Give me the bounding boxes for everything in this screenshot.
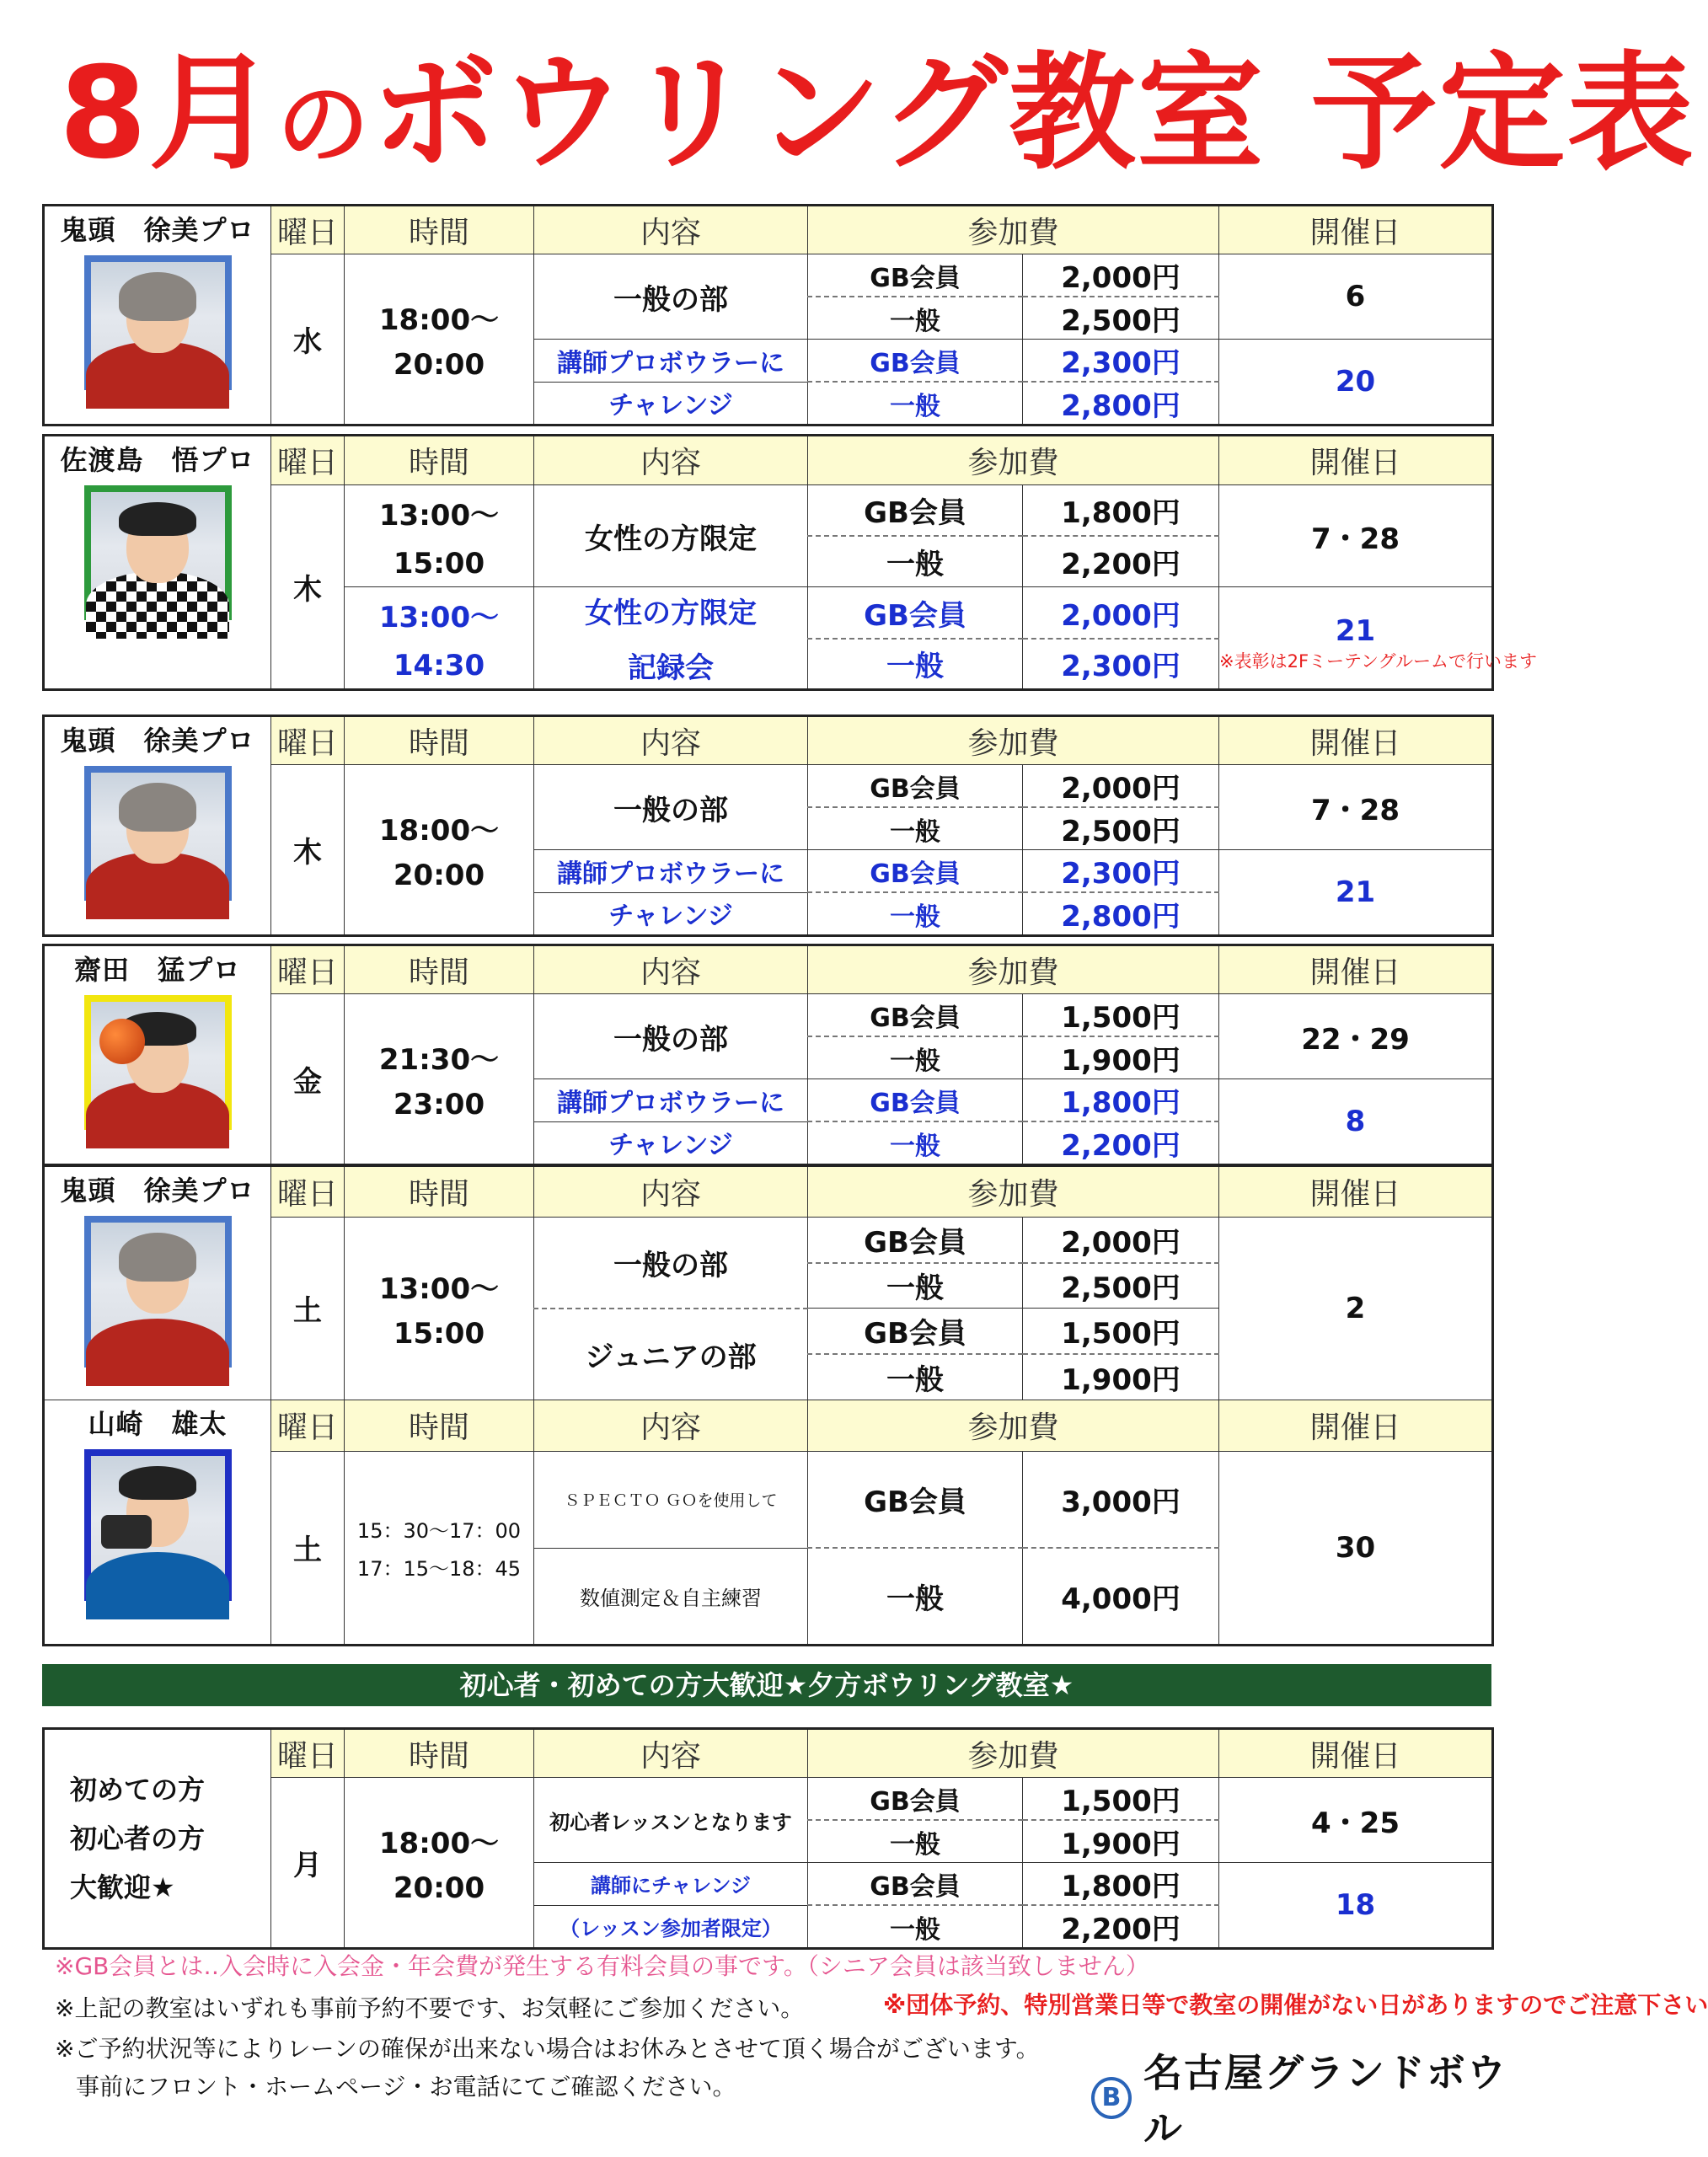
content-challenge: （レッスン参加者限定） (534, 1905, 808, 1949)
date-value: 21 (1219, 850, 1493, 936)
instructor-cell (44, 436, 271, 690)
header-time: 時間 (345, 1400, 534, 1452)
day-value: 土 (271, 1217, 345, 1400)
fee-price: 2,000円 (1023, 1217, 1219, 1262)
day-value: 木 (271, 484, 345, 689)
header-date: 開催日 (1219, 206, 1493, 254)
date-value: 22・29 (1219, 994, 1493, 1079)
instructor-cell (44, 716, 271, 936)
content-challenge: チャレンジ (534, 892, 808, 936)
header-day: 曜日 (271, 436, 345, 485)
fee-price: 1,500円 (1023, 1309, 1219, 1354)
day-value: 金 (271, 994, 345, 1165)
instructor-photo (84, 1216, 232, 1368)
fee-type: GB会員 (808, 254, 1023, 297)
fee-type: GB会員 (808, 765, 1023, 808)
date-value: 4・25 (1219, 1778, 1493, 1863)
fee-price: 2,500円 (1023, 297, 1219, 340)
schedule-table-sat (42, 1164, 1494, 1646)
header-fee: 参加費 (808, 436, 1219, 485)
instructor-cell (44, 206, 271, 426)
header-date: 開催日 (1219, 1166, 1493, 1218)
header-time: 時間 (345, 1729, 534, 1778)
fee-price: 1,900円 (1023, 1036, 1219, 1079)
header-day: 曜日 (271, 716, 345, 765)
header-day: 曜日 (271, 1400, 345, 1452)
fee-price: 1,900円 (1023, 1820, 1219, 1863)
header-fee: 参加費 (808, 945, 1219, 994)
fee-type: 一般 (808, 1036, 1023, 1079)
content-challenge: 講師プロボウラーに (534, 1079, 808, 1122)
instructor-photo (84, 766, 232, 901)
fee-type: GB会員 (808, 587, 1023, 639)
header-day: 曜日 (271, 1166, 345, 1218)
day-value: 水 (271, 254, 345, 426)
note-gb-member: ※GB会員とは‥入会時に入会金・年会費が発生する有料会員の事です。（シニア会員は該当致しません） (55, 1952, 1149, 1980)
instructor-name: 佐渡島 悟プロ (60, 444, 255, 476)
date-value: 21 ※表彰は2Fミーテングルームで行います (1219, 587, 1493, 690)
beginner-label-3: 大歓迎★ (70, 1871, 175, 1903)
header-content: 内容 (534, 716, 808, 765)
day-value: 月 (271, 1778, 345, 1949)
fee-price: 2,800円 (1023, 892, 1219, 936)
fee-type: 一般 (808, 297, 1023, 340)
content-women-record: 女性の方限定 記録会 (534, 587, 808, 690)
venue-logo (1091, 2050, 1526, 2151)
note-no-reservation: ※上記の教室はいずれも事前予約不要です、お気軽にご参加ください。 (55, 1994, 805, 2022)
fee-price: 3,000円 (1023, 1451, 1219, 1548)
logo-mark-icon: B (1091, 2077, 1132, 2119)
time-value: 15：30〜17：00 17：15〜18：45 (345, 1451, 534, 1645)
date-value: 8 (1219, 1079, 1493, 1165)
fee-type: 一般 (808, 639, 1023, 690)
time-value: 13:00〜 14:30 (345, 587, 534, 690)
header-day: 曜日 (271, 945, 345, 994)
fee-price: 2,000円 (1023, 765, 1219, 808)
fee-type: GB会員 (808, 1778, 1023, 1821)
schedule-table-beginner (42, 1727, 1494, 1950)
content-general: 一般の部 (534, 254, 808, 340)
beginner-label-1: 初めての方 (70, 1774, 206, 1806)
fee-price: 2,200円 (1023, 536, 1219, 587)
fee-price: 2,000円 (1023, 587, 1219, 639)
beginner-banner: 初心者・初めての方大歓迎★夕方ボウリング教室★ (42, 1664, 1491, 1706)
header-date: 開催日 (1219, 1400, 1493, 1452)
date-value: 7・28 (1219, 484, 1493, 587)
fee-price: 1,800円 (1023, 484, 1219, 536)
fee-price: 2,200円 (1023, 1121, 1219, 1165)
content-challenge: 講師プロボウラーに (534, 850, 808, 893)
fee-price: 1,800円 (1023, 1863, 1219, 1906)
fee-type: GB会員 (808, 1863, 1023, 1906)
date-value: 30 (1219, 1451, 1493, 1645)
header-content: 内容 (534, 436, 808, 485)
date-value: 18 (1219, 1863, 1493, 1949)
fee-type: GB会員 (808, 1309, 1023, 1354)
instructor-cell (44, 1400, 271, 1646)
day-value: 土 (271, 1451, 345, 1645)
page-title: 8月のボウリング教室 予定表 (59, 40, 1695, 187)
instructor-name: 鬼頭 徐美プロ (60, 214, 255, 246)
fee-type: 一般 (808, 382, 1023, 426)
content-general: 一般の部 (534, 1217, 808, 1309)
note-closed-days: ※団体予約、特別営業日等で教室の開催がない日がありますのでご注意下さい (883, 1991, 1708, 2019)
fee-type: 一般 (808, 1354, 1023, 1400)
content-general: 一般の部 (534, 994, 808, 1079)
instructor-name: 鬼頭 徐美プロ (60, 725, 255, 757)
fee-type: GB会員 (808, 340, 1023, 383)
content-junior: ジュニアの部 (534, 1309, 808, 1400)
date-value: 20 (1219, 340, 1493, 426)
fee-type: 一般 (808, 536, 1023, 587)
fee-price: 2,000円 (1023, 254, 1219, 297)
fee-price: 2,500円 (1023, 1263, 1219, 1309)
content-specto: ＳＰＥＣＴＯ ＧＯを使用して (534, 1451, 808, 1548)
header-content: 内容 (534, 1400, 808, 1452)
fee-price: 1,900円 (1023, 1354, 1219, 1400)
instructor-name: 齋田 猛プロ (73, 954, 241, 986)
fee-price: 4,000円 (1023, 1548, 1219, 1645)
schedule-table-wed (42, 204, 1494, 426)
fee-type: 一般 (808, 1820, 1023, 1863)
header-time: 時間 (345, 1166, 534, 1218)
fee-type: GB会員 (808, 850, 1023, 893)
content-challenge: チャレンジ (534, 1121, 808, 1165)
header-time: 時間 (345, 945, 534, 994)
content-beginner-lesson: 初心者レッスンとなります (534, 1778, 808, 1863)
fee-price: 2,200円 (1023, 1905, 1219, 1949)
fee-type: 一般 (808, 1548, 1023, 1645)
schedule-table-fri (42, 944, 1494, 1166)
fee-type: GB会員 (808, 994, 1023, 1037)
fee-type: GB会員 (808, 1217, 1023, 1262)
content-challenge: チャレンジ (534, 382, 808, 426)
header-fee: 参加費 (808, 1729, 1219, 1778)
header-content: 内容 (534, 1729, 808, 1778)
schedule-table-thu-women (42, 434, 1537, 691)
time-value: 13:00〜 15:00 (345, 484, 534, 587)
beginner-label-cell (44, 1729, 271, 1949)
instructor-photo (84, 995, 232, 1130)
date-value: 7・28 (1219, 765, 1493, 850)
fee-type: 一般 (808, 1905, 1023, 1949)
fee-price: 1,500円 (1023, 1778, 1219, 1821)
header-day: 曜日 (271, 1729, 345, 1778)
time-value: 18:00〜 20:00 (345, 254, 534, 426)
instructor-photo (84, 255, 232, 390)
beginner-label-2: 初心者の方 (70, 1822, 206, 1855)
note-confirm: 事前にフロント・ホームページ・お電話にてご確認ください。 (76, 2073, 736, 2101)
time-value: 18:00〜 20:00 (345, 765, 534, 936)
instructor-cell (44, 1166, 271, 1400)
fee-price: 2,300円 (1023, 850, 1219, 893)
content-challenge: 講師にチャレンジ (534, 1863, 808, 1906)
header-time: 時間 (345, 206, 534, 254)
venue-name: 名古屋グランドボウル (1143, 2050, 1507, 2151)
header-fee: 参加費 (808, 206, 1219, 254)
time-value: 13:00〜 15:00 (345, 1217, 534, 1400)
fee-price: 2,500円 (1023, 807, 1219, 850)
content-women: 女性の方限定 (534, 484, 808, 587)
header-fee: 参加費 (808, 716, 1219, 765)
header-day: 曜日 (271, 206, 345, 254)
fee-type: 一般 (808, 892, 1023, 936)
fee-type: 一般 (808, 807, 1023, 850)
fee-type: GB会員 (808, 1079, 1023, 1122)
fee-type: 一般 (808, 1121, 1023, 1165)
content-measure: 数値測定＆自主練習 (534, 1548, 808, 1645)
header-fee: 参加費 (808, 1166, 1219, 1218)
header-content: 内容 (534, 945, 808, 994)
schedule-table-thu (42, 715, 1494, 937)
instructor-name: 鬼頭 徐美プロ (60, 1175, 255, 1207)
time-value: 18:00〜 20:00 (345, 1778, 534, 1949)
header-content: 内容 (534, 206, 808, 254)
header-content: 内容 (534, 1166, 808, 1218)
fee-type: 一般 (808, 1263, 1023, 1309)
date-value: 6 (1219, 254, 1493, 340)
header-date: 開催日 (1219, 1729, 1493, 1778)
note-lane-availability: ※ご予約状況等によりレーンの確保が出来ない場合はお休みとさせて頂く場合がございます。 (55, 2035, 1040, 2063)
fee-type: GB会員 (808, 484, 1023, 536)
fee-price: 2,300円 (1023, 340, 1219, 383)
time-value: 21:30〜 23:00 (345, 994, 534, 1165)
instructor-photo (84, 485, 232, 620)
fee-price: 1,800円 (1023, 1079, 1219, 1122)
fee-price: 2,800円 (1023, 382, 1219, 426)
header-date: 開催日 (1219, 945, 1493, 994)
header-time: 時間 (345, 716, 534, 765)
date-value: 2 (1219, 1217, 1493, 1400)
fee-price: 2,300円 (1023, 639, 1219, 690)
day-value: 木 (271, 765, 345, 936)
fee-price: 1,500円 (1023, 994, 1219, 1037)
instructor-photo (84, 1449, 232, 1601)
header-date: 開催日 (1219, 436, 1493, 485)
header-time: 時間 (345, 436, 534, 485)
instructor-name: 山崎 雄太 (88, 1408, 228, 1441)
fee-type: GB会員 (808, 1451, 1023, 1548)
header-fee: 参加費 (808, 1400, 1219, 1452)
date-note: ※表彰は2Fミーテングルームで行います (1219, 651, 1537, 672)
header-date: 開催日 (1219, 716, 1493, 765)
content-general: 一般の部 (534, 765, 808, 850)
instructor-cell (44, 945, 271, 1165)
content-challenge: 講師プロボウラーに (534, 340, 808, 383)
